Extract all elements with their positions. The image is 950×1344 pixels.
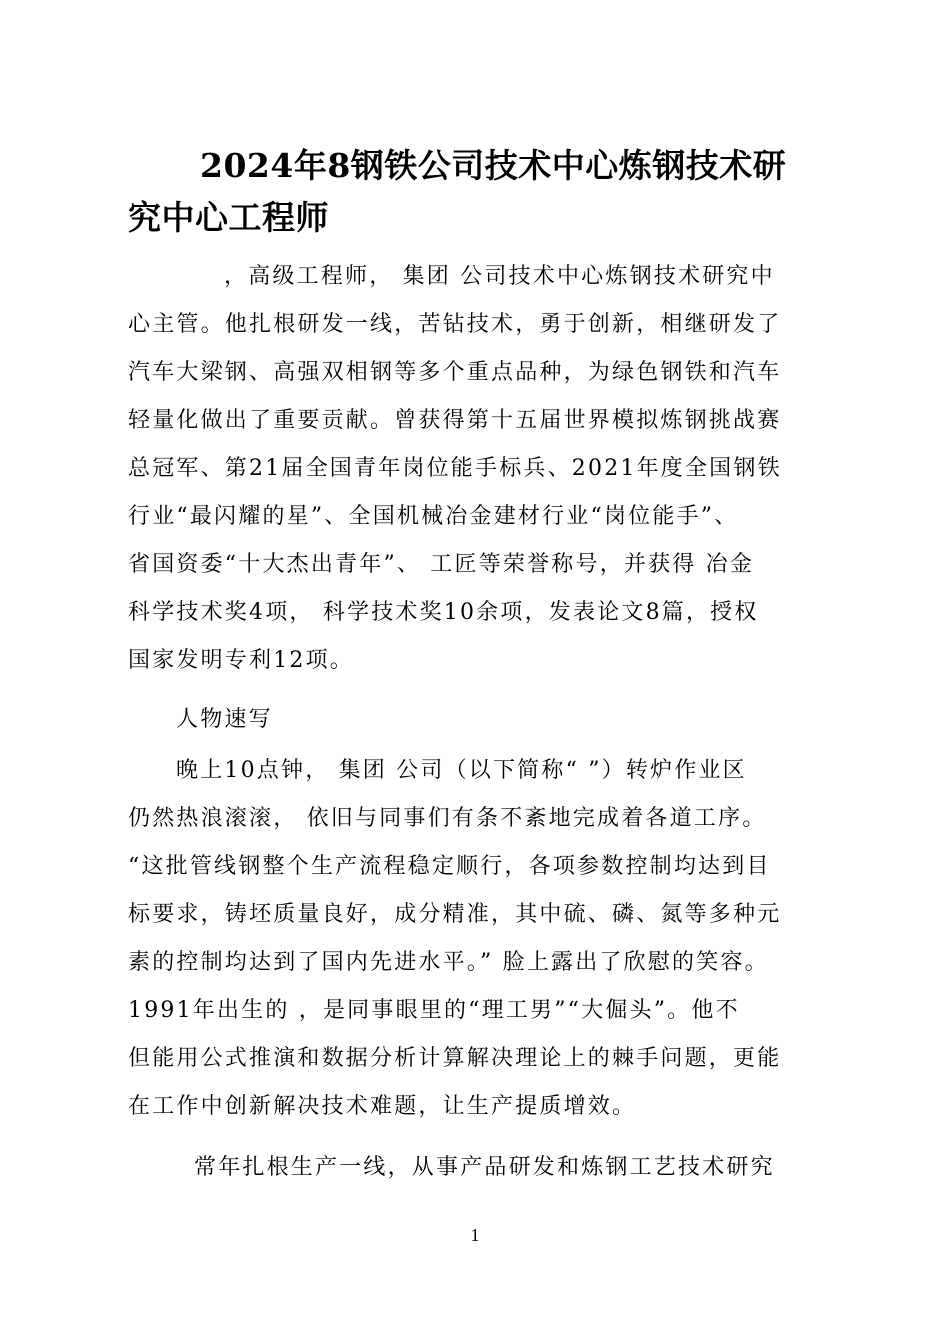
- paragraph-line: 科学技术奖4项， 科学技术奖10余项，发表论文8篇，授权: [128, 600, 759, 625]
- paragraph-line: 行业“最闪耀的星”、全国机械冶金建材行业“岗位能手”、: [128, 504, 739, 529]
- paragraph-line: 汽车大梁钢、高强双相钢等多个重点品种，为绿色钢铁和汽车: [128, 360, 782, 385]
- section-heading: 人物速写: [176, 707, 273, 732]
- paragraph-line: 常年扎根生产一线，从事产品研发和炼钢工艺技术研究: [194, 1155, 775, 1180]
- paragraph-line: 省国资委“十大杰出青年”、 工匠等荣誉称号，并获得 冶金: [128, 552, 755, 577]
- paragraph-line: ，高级工程师， 集团 公司技术中心炼钢技术研究中: [224, 264, 775, 289]
- paragraph-line: 国家发明专利12项。: [128, 648, 354, 673]
- paragraph-line: 素的控制均达到了国内先进水平。” 脸上露出了欣慰的笑容。: [128, 950, 769, 975]
- paragraph-line: 在工作中创新解决技术难题，让生产提质增效。: [128, 1094, 637, 1119]
- title-line: 究中心工程师: [128, 198, 329, 237]
- paragraph-line: 1991年出生的 ，是同事眼里的“理工男”“大倔头”。他不: [128, 998, 740, 1023]
- page-number: 1: [470, 1225, 480, 1245]
- paragraph-line: 心主管。他扎根研发一线，苦钻技术，勇于创新，相继研发了: [128, 312, 782, 337]
- document-title: [128, 140, 838, 244]
- paragraph-line: 但能用公式推演和数据分析计算解决理论上的棘手问题，更能: [128, 1046, 782, 1071]
- paragraph-line: 总冠军、第21届全国青年岗位能手标兵、2021年度全国钢铁: [128, 456, 782, 481]
- title-line: 2024年8钢铁公司技术中心炼钢技术研: [200, 146, 787, 185]
- paragraph-line: 晚上10点钟， 集团 公司（以下简称“ ”）转炉作业区: [176, 758, 747, 783]
- paragraph-line: 仍然热浪滚滚， 依旧与同事们有条不紊地完成着各道工序。: [128, 806, 767, 831]
- paragraph-line: “这批管线钢整个生产流程稳定顺行，各项参数控制均达到目: [128, 854, 771, 879]
- paragraph-line: 标要求，铸坯质量良好，成分精准，其中硫、磷、氮等多种元: [128, 902, 782, 927]
- paragraph-line: 轻量化做出了重要贡献。曾获得第十五届世界模拟炼钢挑战赛: [128, 408, 782, 433]
